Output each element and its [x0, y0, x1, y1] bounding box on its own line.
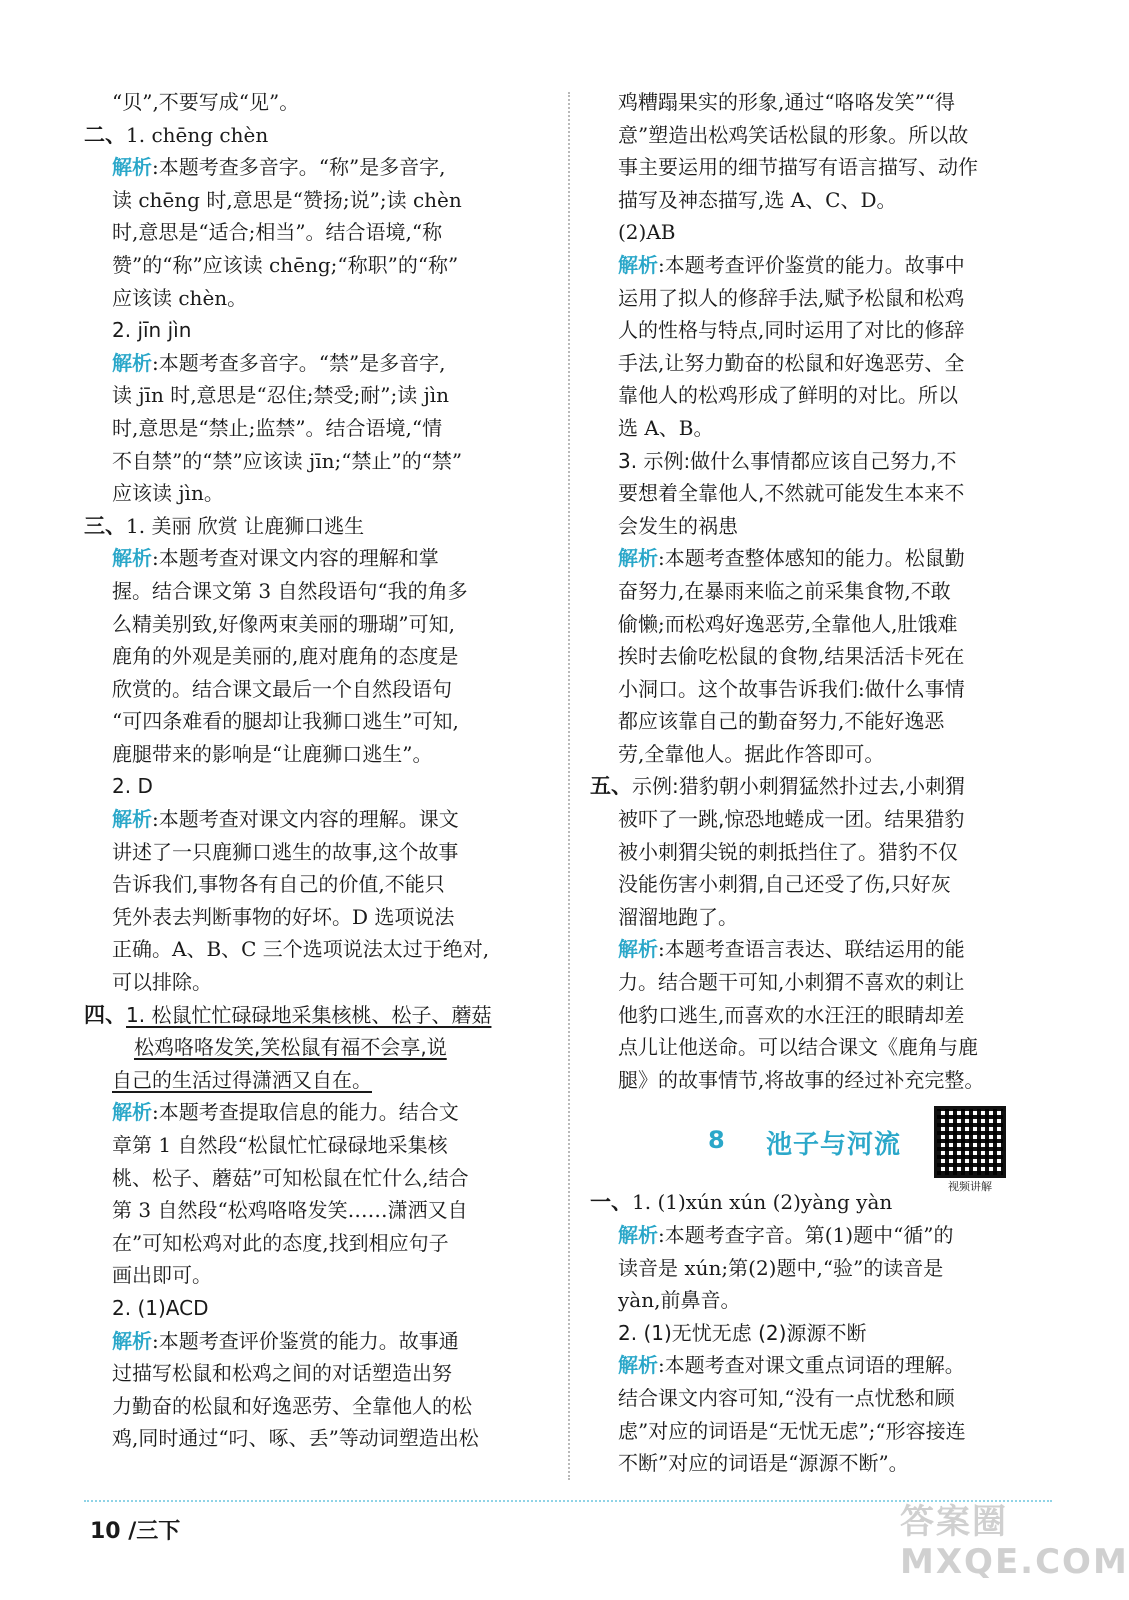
- line-text: 画出即可。: [112, 1263, 212, 1288]
- line-text: 鸡,同时通过“叼、啄、丢”等动词塑造出松: [112, 1426, 479, 1451]
- text-line: [84, 933, 546, 966]
- analysis-label: 解析: [618, 546, 658, 571]
- analysis-label: 解析: [112, 155, 152, 180]
- line-text: 讲述了一只鹿狮口逃生的故事,这个故事: [112, 839, 459, 864]
- line-text: 欣赏的。结合课文最后一个自然段语句: [112, 676, 452, 701]
- line-text: :本题考查对课文重点词语的理解。: [658, 1353, 965, 1378]
- text-line: [84, 542, 546, 575]
- text-line: [84, 1096, 546, 1129]
- watermark: 答案圈 MXQE.COM: [900, 1502, 1129, 1582]
- text-line: [590, 901, 1052, 934]
- line-text: 第 3 自然段“松鸡咯咯发笑……潇洒又自: [112, 1198, 468, 1223]
- line-text: 没能伤害小刺猬,自己还受了伤,只好灰: [618, 872, 951, 897]
- text-line: [590, 1349, 1052, 1382]
- analysis-label: 解析: [112, 1328, 152, 1353]
- text-line: [590, 412, 1052, 445]
- text-line: [590, 608, 1052, 641]
- text-line: [590, 673, 1052, 706]
- line-text: 挨时去偷吃松鼠的食物,结果活活卡死在: [618, 644, 965, 669]
- left-column: [84, 86, 546, 1455]
- text-line: [84, 510, 546, 543]
- text-line: [84, 1031, 546, 1064]
- line-text: 正确。A、B、C 三个选项说法太过于绝对,: [112, 937, 490, 962]
- line-text: 手法,让努力勤奋的松鼠和好逸恶劳、全: [618, 350, 965, 375]
- line-text: 鹿角的外观是美丽的,鹿对鹿角的态度是: [112, 644, 459, 669]
- text-line: [84, 445, 546, 478]
- line-text: 读 jīn 时,意思是“忍住;禁受;耐”;读 jìn: [112, 383, 450, 408]
- line-text: 选 A、B。: [618, 415, 714, 440]
- text-line: [84, 640, 546, 673]
- section-marker: 三、: [84, 513, 126, 538]
- analysis-label: 解析: [618, 937, 658, 962]
- text-line: [84, 1422, 546, 1455]
- text-line: [590, 738, 1052, 771]
- line-text: 在”可知松鸡对此的态度,找到相应句子: [112, 1230, 449, 1255]
- text-line: [84, 1064, 546, 1097]
- line-text: 1. 松鼠忙忙碌碌地采集核桃、松子、蘑菇: [126, 1002, 492, 1027]
- line-text: 应该读 jìn。: [112, 481, 224, 506]
- line-text: 1. chēng chèn: [126, 122, 269, 147]
- text-line: [590, 803, 1052, 836]
- text-line: [84, 1227, 546, 1260]
- right-bottom-block: [590, 1186, 1052, 1479]
- line-text: 告诉我们,事物各有自己的价值,不能只: [112, 872, 445, 897]
- line-text: 人的性格与特点,同时运用了对比的修辞: [618, 318, 965, 343]
- text-line: [84, 803, 546, 836]
- section-marker: 一、: [590, 1190, 632, 1215]
- line-text: 1. 美丽 欣赏 让鹿狮口逃生: [126, 513, 365, 538]
- line-text: “贝”,不要写成“见”。: [112, 90, 300, 114]
- line-text: 凭外表去判断事物的好坏。D 选项说法: [112, 904, 455, 929]
- line-text: :本题考查提取信息的能力。结合文: [152, 1100, 459, 1125]
- text-line: [84, 738, 546, 771]
- text-line: [590, 1317, 1052, 1350]
- column-divider: [568, 92, 570, 1480]
- line-text: 读音是 xún;第(2)题中,“验”的读音是: [618, 1255, 944, 1280]
- text-line: [84, 347, 546, 380]
- line-text: 劳,全靠他人。据此作答即可。: [618, 741, 885, 766]
- analysis-label: 解析: [618, 1353, 658, 1378]
- text-line: [84, 1194, 546, 1227]
- line-text: 么精美别致,好像两束美丽的珊瑚”可知,: [112, 611, 455, 636]
- line-text: 结合课文内容可知,“没有一点忧愁和顾: [618, 1385, 955, 1410]
- text-line: [590, 1064, 1052, 1097]
- qr-label: 视频讲解: [948, 1180, 992, 1194]
- line-text: :本题考查多音字。“称”是多音字,: [152, 155, 446, 180]
- line-text: yàn,前鼻音。: [618, 1288, 741, 1313]
- line-text: :本题考查对课文内容的理解和掌: [152, 546, 439, 571]
- text-line: [590, 1415, 1052, 1448]
- text-line: [590, 510, 1052, 543]
- line-text: 松鸡咯咯发笑,笑松鼠有福不会享,说: [134, 1035, 447, 1060]
- line-text: 3. 示例:做什么事情都应该自己努力,不: [618, 448, 957, 473]
- right-column: [590, 86, 1052, 1480]
- section-marker: 四、: [84, 1002, 126, 1027]
- text-line: [590, 836, 1052, 869]
- line-text: 2. (1)ACD: [112, 1295, 209, 1320]
- text-line: [84, 608, 546, 641]
- line-text: 要想着全靠他人,不然就可能发生本来不: [618, 481, 965, 506]
- line-text: 不断”对应的词语是“源源不断”。: [618, 1451, 909, 1476]
- text-line: [84, 966, 546, 999]
- text-line: [84, 705, 546, 738]
- text-line: [84, 282, 546, 315]
- line-text: 读 chēng 时,意思是“赞扬;说”;读 chèn: [112, 187, 462, 212]
- text-line: [84, 901, 546, 934]
- text-line: [84, 1129, 546, 1162]
- text-line: [590, 575, 1052, 608]
- text-line: [84, 216, 546, 249]
- line-text: 奋努力,在暴雨来临之前采集食物,不敢: [618, 578, 951, 603]
- line-text: 偷懒;而松鸡好逸恶劳,全靠他人,肚饿难: [618, 611, 958, 636]
- line-text: :本题考查对课文内容的理解。课文: [152, 807, 459, 832]
- analysis-label: 解析: [112, 546, 152, 571]
- text-line: [590, 933, 1052, 966]
- line-text: 意”塑造出松鸡笑话松鼠的形象。所以故: [618, 122, 969, 147]
- text-line: [590, 249, 1052, 282]
- line-text: 赞”的“称”应该读 chēng;“称职”的“称”: [112, 252, 459, 277]
- line-text: 鹿腿带来的影响是“让鹿狮口逃生”。: [112, 741, 433, 766]
- line-text: 都应该靠自己的勤奋努力,不能好逸恶: [618, 709, 945, 734]
- text-line: [84, 999, 546, 1032]
- text-line: [84, 868, 546, 901]
- line-text: 运用了拟人的修辞手法,赋予松鼠和松鸡: [618, 285, 965, 310]
- right-top-block: [590, 86, 1052, 1096]
- text-line: [590, 119, 1052, 152]
- text-line: [84, 836, 546, 869]
- text-line: [84, 1390, 546, 1423]
- text-line: [84, 86, 546, 119]
- line-text: 腿》的故事情节,将故事的经过补充完整。: [618, 1067, 985, 1092]
- line-text: 鸡糟蹋果实的形象,通过“咯咯发笑”“得: [618, 90, 956, 114]
- text-line: [590, 1252, 1052, 1285]
- section-marker: 五、: [590, 774, 632, 799]
- line-text: 过描写松鼠和松鸡之间的对话塑造出努: [112, 1361, 452, 1386]
- line-text: 点儿让他送命。可以结合课文《鹿角与鹿: [618, 1035, 978, 1060]
- line-text: 自己的生活过得潇洒又自在。: [112, 1067, 372, 1092]
- line-text: :本题考查语言表达、联结运用的能: [658, 937, 965, 962]
- line-text: 时,意思是“适合;相当”。结合语境,“称: [112, 220, 443, 245]
- text-line: [590, 966, 1052, 999]
- text-line: [84, 673, 546, 706]
- line-text: 被小刺猬尖锐的刺抵挡住了。猎豹不仅: [618, 839, 958, 864]
- line-text: 不自禁”的“禁”应该读 jīn;“禁止”的“禁”: [112, 448, 463, 473]
- line-text: “可四条难看的腿却让我狮口逃生”可知,: [112, 709, 459, 734]
- text-line: [84, 314, 546, 347]
- text-line: [84, 477, 546, 510]
- text-line: [84, 379, 546, 412]
- line-text: 握。结合课文第 3 自然段语句“我的角多: [112, 578, 468, 603]
- line-text: 力。结合题干可知,小刺猬不喜欢的刺让: [618, 970, 965, 995]
- text-line: [84, 184, 546, 217]
- text-line: [590, 86, 1052, 119]
- line-text: 示例:猎豹朝小刺猬猛然扑过去,小刺猬: [632, 774, 966, 799]
- line-text: 时,意思是“禁止;监禁”。结合语境,“情: [112, 415, 443, 440]
- text-line: [590, 640, 1052, 673]
- line-text: 2. jīn jìn: [112, 318, 192, 343]
- line-text: 小洞口。这个故事告诉我们:做什么事情: [618, 676, 965, 701]
- line-text: (2)AB: [618, 220, 676, 245]
- text-line: [590, 770, 1052, 803]
- text-line: [590, 445, 1052, 478]
- text-line: [590, 314, 1052, 347]
- text-line: [590, 705, 1052, 738]
- analysis-label: 解析: [618, 1223, 658, 1247]
- text-line: [84, 412, 546, 445]
- text-line: [590, 216, 1052, 249]
- text-line: [590, 282, 1052, 315]
- text-line: [84, 151, 546, 184]
- text-line: [590, 1382, 1052, 1415]
- text-line: [590, 542, 1052, 575]
- line-text: 可以排除。: [112, 970, 212, 995]
- line-text: 1. (1)xún xún (2)yàng yàn: [632, 1190, 893, 1215]
- text-line: [590, 999, 1052, 1032]
- analysis-label: 解析: [112, 1100, 152, 1125]
- text-line: [84, 1325, 546, 1358]
- line-text: 会发生的祸患: [618, 513, 738, 538]
- text-line: [590, 184, 1052, 217]
- text-line: [84, 1162, 546, 1195]
- analysis-label: 解析: [618, 252, 658, 277]
- line-text: 靠他人的松鸡形成了鲜明的对比。所以: [618, 383, 958, 408]
- text-line: [590, 379, 1052, 412]
- text-line: [590, 1447, 1052, 1480]
- line-text: :本题考查多音字。“禁”是多音字,: [152, 350, 446, 375]
- line-text: :本题考查评价鉴赏的能力。故事中: [658, 252, 965, 277]
- line-text: :本题考查整体感知的能力。松鼠勤: [658, 546, 965, 571]
- line-text: 被吓了一跳,惊恐地蜷成一团。结果猎豹: [618, 807, 965, 832]
- line-text: 应该读 chèn。: [112, 285, 248, 310]
- analysis-label: 解析: [112, 350, 152, 375]
- line-text: 溜溜地跑了。: [618, 904, 738, 929]
- line-text: 描写及神态描写,选 A、C、D。: [618, 187, 897, 212]
- text-line: [590, 868, 1052, 901]
- qr-code-icon[interactable]: [934, 1106, 1006, 1178]
- lesson-number: 8: [708, 1126, 725, 1155]
- line-text: 桃、松子、蘑菇”可知松鼠在忙什么,结合: [112, 1165, 469, 1190]
- section-marker: 二、: [84, 122, 126, 147]
- text-line: [84, 1259, 546, 1292]
- line-text: :本题考查字音。第(1)题中“循”的: [658, 1223, 954, 1247]
- line-text: 虑”对应的词语是“无忧无虑”;“形容接连: [618, 1418, 966, 1443]
- text-line: [84, 249, 546, 282]
- text-line: [84, 770, 546, 803]
- lesson-title: 池子与河流: [766, 1130, 902, 1161]
- analysis-label: 解析: [112, 807, 152, 832]
- line-text: 事主要运用的细节描写有语言描写、动作: [618, 155, 978, 180]
- lesson-heading: [590, 1106, 1052, 1194]
- line-text: 他豹口逃生,而喜欢的水汪汪的眼睛却差: [618, 1002, 965, 1027]
- text-line: [590, 1284, 1052, 1317]
- text-line: [590, 1031, 1052, 1064]
- text-line: [590, 347, 1052, 380]
- text-line: [590, 1219, 1052, 1252]
- line-text: 2. D: [112, 774, 153, 799]
- text-line: [84, 1357, 546, 1390]
- text-line: [590, 477, 1052, 510]
- text-line: [84, 575, 546, 608]
- text-line: [84, 1292, 546, 1325]
- page-number: 10 /三下: [90, 1519, 181, 1544]
- line-text: 章第 1 自然段“松鼠忙忙碌碌地采集核: [112, 1133, 448, 1157]
- line-text: 2. (1)无忧无虑 (2)源源不断: [618, 1320, 867, 1345]
- text-line: [84, 119, 546, 152]
- line-text: :本题考查评价鉴赏的能力。故事通: [152, 1328, 459, 1353]
- text-line: [590, 151, 1052, 184]
- line-text: 力勤奋的松鼠和好逸恶劳、全靠他人的松: [112, 1393, 472, 1418]
